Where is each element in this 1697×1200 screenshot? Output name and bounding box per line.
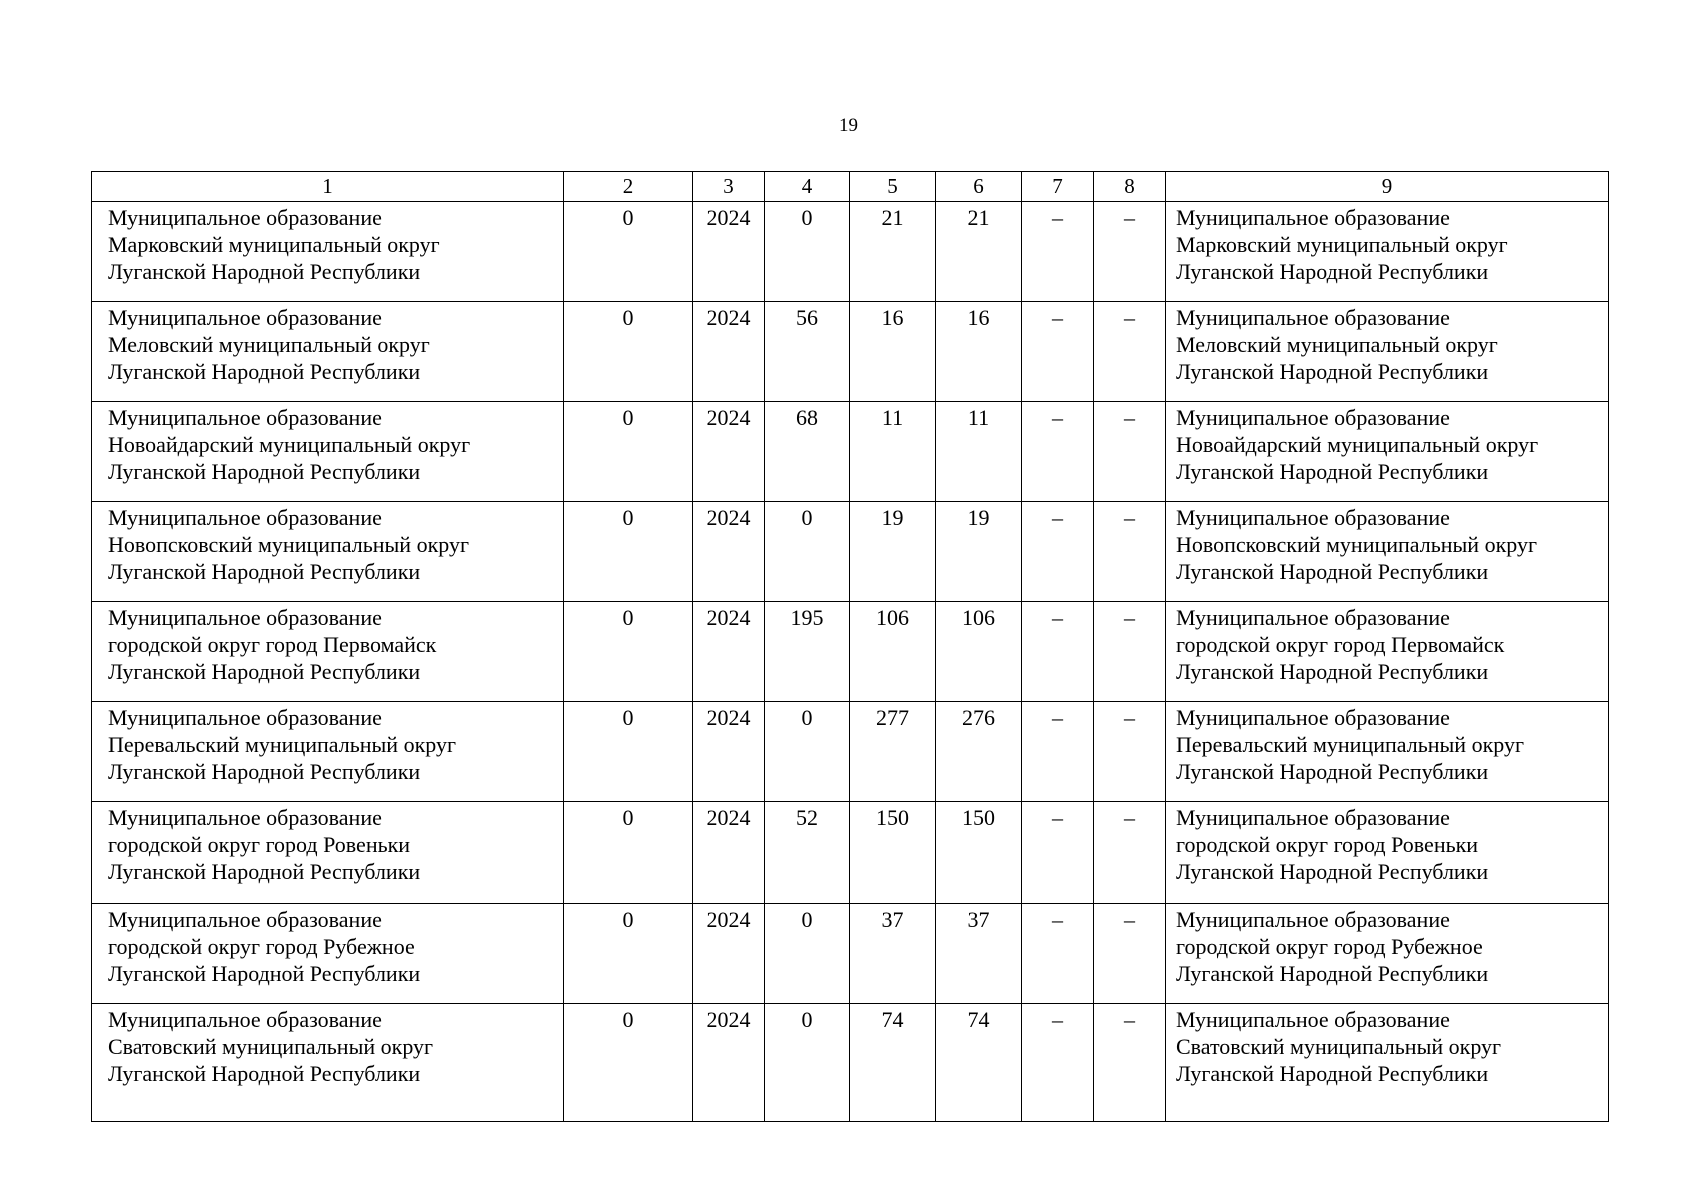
cell-col4: 0 [765,202,850,302]
cell-line: городской округ город Ровеньки [108,832,411,857]
responsible-cell [1166,702,1609,802]
cell-line: Луганской Народной Республики [108,459,421,484]
cell-line: Муниципальное образование [1176,907,1450,932]
cell-line: Муниципальное образование [1176,1007,1450,1032]
responsible-cell [1166,802,1609,904]
column-header: 2 [564,172,693,202]
cell-line: Муниципальное образование [108,907,382,932]
cell-line: Луганской Народной Республики [108,759,421,784]
cell-year: 2024 [693,702,765,802]
cell-col6: 106 [936,602,1022,702]
cell-line: Перевальский муниципальный округ [1176,732,1524,757]
cell-line: Муниципальное образование [108,605,382,630]
responsible-cell [1166,502,1609,602]
cell-col5: 37 [850,904,936,1004]
cell-col2: 0 [564,302,693,402]
cell-col4: 68 [765,402,850,502]
cell-col8: – [1094,502,1166,602]
data-table [91,171,1609,1122]
cell-col4: 52 [765,802,850,904]
municipality-name-cell [92,904,564,1004]
cell-col7: – [1022,402,1094,502]
cell-year: 2024 [693,602,765,702]
municipality-name-cell [92,302,564,402]
cell-col8: – [1094,802,1166,904]
table-row [92,1004,1609,1122]
cell-line: Меловский муниципальный округ [1176,332,1498,357]
cell-col2: 0 [564,702,693,802]
table-row [92,602,1609,702]
cell-col2: 0 [564,402,693,502]
cell-line: Луганской Народной Республики [1176,659,1489,684]
cell-line: Муниципальное образование [1176,305,1450,330]
cell-line: Луганской Народной Республики [1176,759,1489,784]
cell-line: Новоайдарский муниципальный округ [1176,432,1539,457]
cell-col5: 21 [850,202,936,302]
cell-line: Муниципальное образование [1176,805,1450,830]
cell-year: 2024 [693,502,765,602]
cell-col7: – [1022,702,1094,802]
cell-col7: – [1022,904,1094,1004]
column-header: 1 [92,172,564,202]
column-header: 9 [1166,172,1609,202]
cell-line: Муниципальное образование [1176,705,1450,730]
cell-line: Луганской Народной Республики [1176,459,1489,484]
cell-line: Меловский муниципальный округ [108,332,430,357]
cell-line: Новопсковский муниципальный округ [1176,532,1538,557]
cell-col7: – [1022,602,1094,702]
cell-col5: 277 [850,702,936,802]
municipality-name-cell [92,802,564,904]
table-row [92,502,1609,602]
cell-line: Муниципальное образование [1176,505,1450,530]
table-header-row [92,172,1609,202]
cell-col6: 11 [936,402,1022,502]
cell-col7: – [1022,502,1094,602]
cell-col5: 106 [850,602,936,702]
column-header: 3 [693,172,765,202]
cell-line: Муниципальное образование [108,805,382,830]
municipality-name-cell [92,602,564,702]
cell-line: Марковский муниципальный округ [108,232,440,257]
page-number: 19 [839,115,858,136]
cell-col8: – [1094,402,1166,502]
municipality-name-cell [92,1004,564,1122]
cell-col7: – [1022,302,1094,402]
cell-line: городской округ город Первомайск [1176,632,1505,657]
column-header: 5 [850,172,936,202]
cell-line: Новоайдарский муниципальный округ [108,432,471,457]
cell-col6: 276 [936,702,1022,802]
cell-col6: 150 [936,802,1022,904]
cell-line: Луганской Народной Республики [1176,961,1489,986]
municipality-name-cell [92,702,564,802]
municipality-name-cell [92,502,564,602]
cell-col7: – [1022,802,1094,904]
cell-col2: 0 [564,602,693,702]
cell-line: Луганской Народной Республики [1176,259,1489,284]
cell-line: городской округ город Первомайск [108,632,437,657]
table-row [92,802,1609,904]
cell-col2: 0 [564,502,693,602]
cell-col2: 0 [564,802,693,904]
cell-col8: – [1094,904,1166,1004]
cell-year: 2024 [693,802,765,904]
cell-line: городской округ город Рубежное [1176,934,1483,959]
table-row [92,702,1609,802]
cell-year: 2024 [693,402,765,502]
cell-line: Луганской Народной Республики [108,359,421,384]
cell-line: Луганской Народной Республики [108,659,421,684]
cell-col4: 195 [765,602,850,702]
cell-col4: 56 [765,302,850,402]
municipality-name-cell [92,202,564,302]
cell-col4: 0 [765,502,850,602]
cell-col6: 21 [936,202,1022,302]
table-row [92,402,1609,502]
column-header: 4 [765,172,850,202]
cell-line: Луганской Народной Республики [108,559,421,584]
column-header: 6 [936,172,1022,202]
cell-line: Луганской Народной Республики [108,961,421,986]
cell-line: Муниципальное образование [1176,205,1450,230]
cell-line: Муниципальное образование [108,305,382,330]
cell-line: Муниципальное образование [108,405,382,430]
cell-line: Луганской Народной Республики [1176,1061,1489,1086]
cell-line: Муниципальное образование [1176,605,1450,630]
cell-col7: – [1022,202,1094,302]
table-row [92,302,1609,402]
responsible-cell [1166,1004,1609,1122]
cell-line: городской округ город Рубежное [108,934,415,959]
cell-year: 2024 [693,904,765,1004]
municipality-name-cell [92,402,564,502]
cell-line: Луганской Народной Республики [1176,859,1489,884]
cell-line: Луганской Народной Республики [1176,359,1489,384]
cell-line: Луганской Народной Республики [1176,559,1489,584]
cell-col7: – [1022,1004,1094,1122]
responsible-cell [1166,202,1609,302]
cell-year: 2024 [693,302,765,402]
cell-col8: – [1094,702,1166,802]
cell-year: 2024 [693,1004,765,1122]
cell-line: Новопсковский муниципальный округ [108,532,470,557]
responsible-cell [1166,904,1609,1004]
cell-col6: 74 [936,1004,1022,1122]
cell-col4: 0 [765,1004,850,1122]
cell-col5: 11 [850,402,936,502]
cell-col4: 0 [765,702,850,802]
cell-line: Муниципальное образование [1176,405,1450,430]
cell-line: Луганской Народной Республики [108,1061,421,1086]
table-row [92,904,1609,1004]
cell-col5: 74 [850,1004,936,1122]
cell-line: Муниципальное образование [108,1007,382,1032]
responsible-cell [1166,402,1609,502]
cell-col4: 0 [765,904,850,1004]
cell-col6: 37 [936,904,1022,1004]
cell-line: Муниципальное образование [108,705,382,730]
responsible-cell [1166,302,1609,402]
cell-col8: – [1094,202,1166,302]
cell-line: Муниципальное образование [108,505,382,530]
cell-col2: 0 [564,904,693,1004]
cell-year: 2024 [693,202,765,302]
responsible-cell [1166,602,1609,702]
cell-col2: 0 [564,202,693,302]
cell-col6: 19 [936,502,1022,602]
cell-line: Марковский муниципальный округ [1176,232,1508,257]
table-row [92,202,1609,302]
cell-line: Сватовский муниципальный округ [1176,1034,1502,1059]
cell-col8: – [1094,1004,1166,1122]
cell-col8: – [1094,302,1166,402]
cell-line: Луганской Народной Республики [108,259,421,284]
cell-col6: 16 [936,302,1022,402]
column-header: 7 [1022,172,1094,202]
cell-col8: – [1094,602,1166,702]
column-header: 8 [1094,172,1166,202]
cell-col2: 0 [564,1004,693,1122]
cell-line: городской округ город Ровеньки [1176,832,1479,857]
cell-line: Муниципальное образование [108,205,382,230]
cell-line: Сватовский муниципальный округ [108,1034,434,1059]
cell-col5: 150 [850,802,936,904]
cell-col5: 19 [850,502,936,602]
cell-col5: 16 [850,302,936,402]
cell-line: Луганской Народной Республики [108,859,421,884]
cell-line: Перевальский муниципальный округ [108,732,456,757]
